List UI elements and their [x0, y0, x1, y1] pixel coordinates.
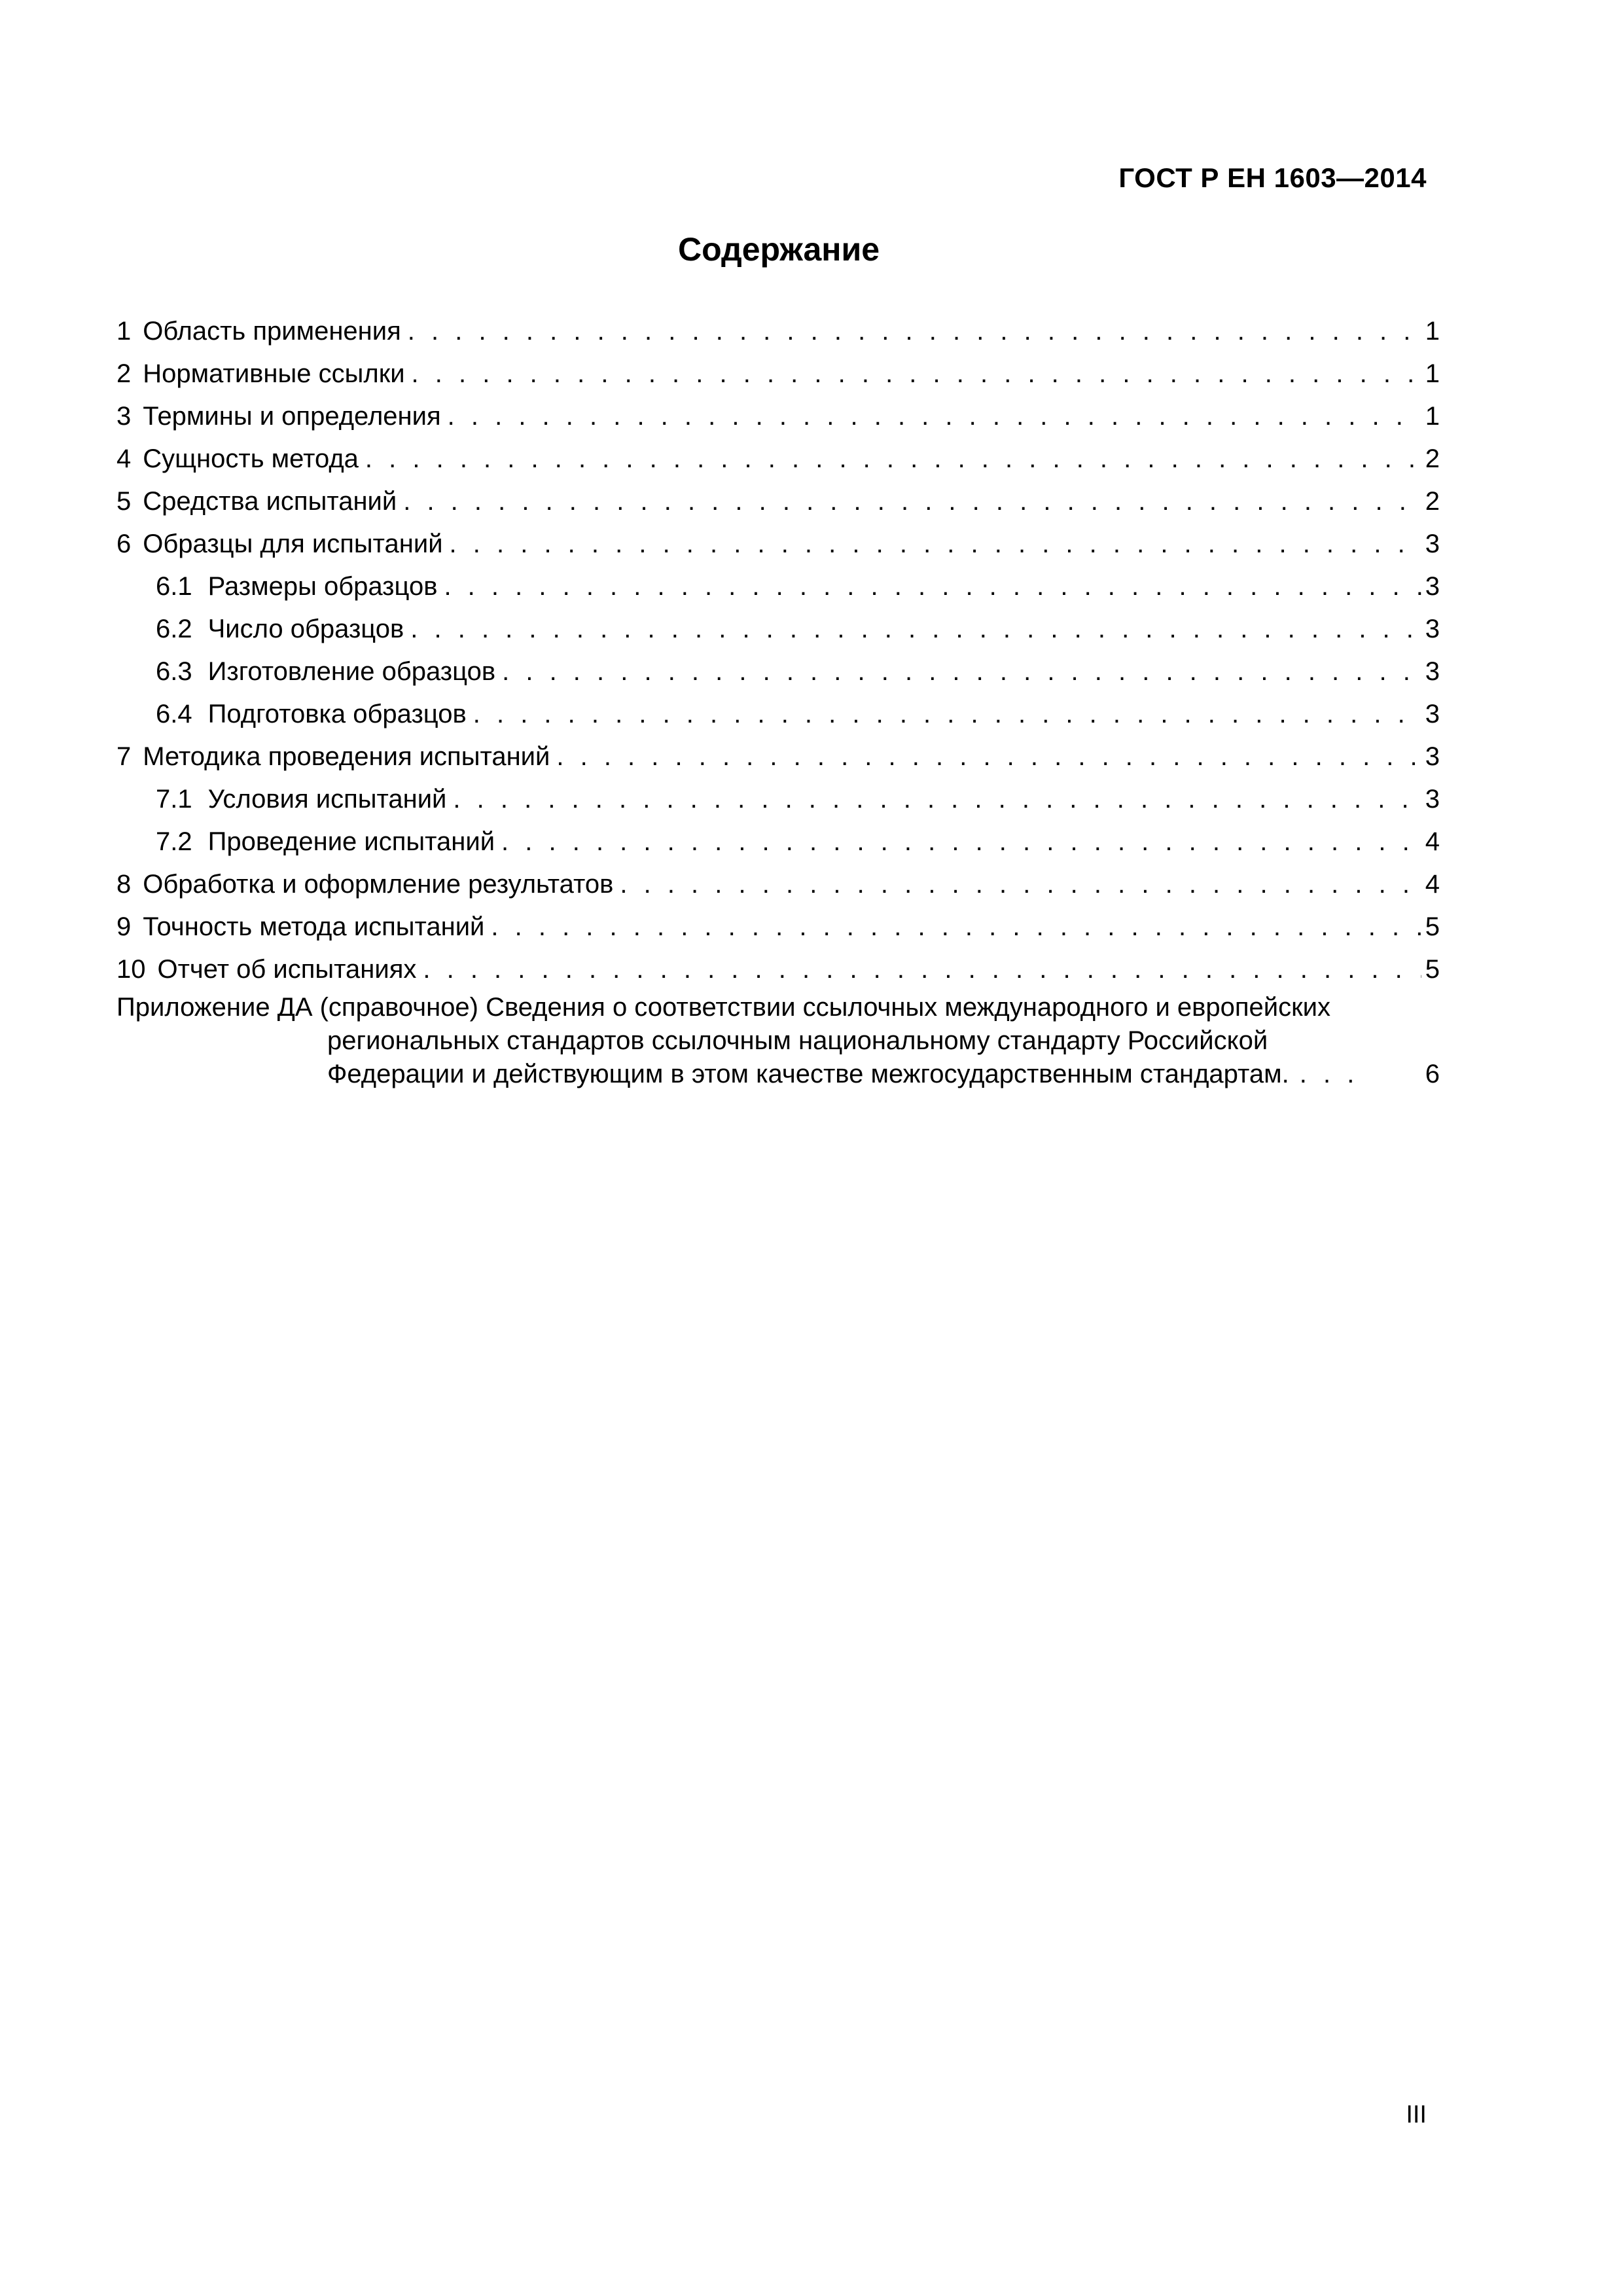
toc-entry-page: 3 [1425, 742, 1440, 771]
toc-entry[interactable] [116, 948, 1440, 991]
toc-entry-label: Проведение испытаний [207, 827, 495, 856]
toc-entry-label: Отчет об испытаниях [157, 955, 417, 984]
toc-entry-label: Область применения [143, 317, 401, 346]
toc-entry-page: 1 [1425, 359, 1440, 388]
toc-leader-dots [502, 651, 1421, 693]
toc-entry-page: 3 [1425, 700, 1440, 728]
toc-entry-label: Нормативные ссылки [143, 359, 405, 388]
toc-leader-dots [423, 948, 1421, 991]
toc-entry-label: Сущность метода [143, 444, 359, 473]
toc-entry-page: 3 [1425, 615, 1440, 643]
toc-entry-number: 4 [116, 444, 132, 473]
toc-entry-number: 6.2 [156, 615, 192, 643]
toc-entry-number: 7.1 [156, 785, 192, 814]
toc-entry-label: Подготовка образцов [207, 700, 467, 728]
toc-entry-number: 10 [116, 955, 146, 984]
toc-entry-page: 5 [1425, 912, 1440, 941]
toc-entry-label: Изготовление образцов [207, 657, 496, 686]
toc-leader-dots [450, 523, 1421, 565]
toc-leader-dots [556, 736, 1421, 778]
toc-entry-page: 3 [1425, 572, 1440, 601]
toc-entry-number: 6.4 [156, 700, 192, 728]
toc-entry-number: 9 [116, 912, 132, 941]
toc-entry-page: 3 [1425, 785, 1440, 814]
toc-entry-page: 4 [1425, 827, 1440, 856]
toc-leader-dots [365, 438, 1421, 480]
toc-entry-page: 5 [1425, 955, 1440, 984]
toc-entry[interactable] [116, 863, 1440, 906]
toc-entry-number: 8 [116, 870, 132, 899]
toc-leader-dots [444, 565, 1421, 608]
appendix-title-line-3-row [116, 1058, 1440, 1091]
toc-entry-label: Термины и определения [143, 402, 441, 431]
toc-entry-label: Образцы для испытаний [143, 529, 443, 558]
toc-entry[interactable] [116, 310, 1440, 353]
toc-entry-number: 3 [116, 402, 132, 431]
toc-entry-label: Точность метода испытаний [143, 912, 485, 941]
toc-leader-dots [453, 778, 1421, 821]
table-of-contents [116, 310, 1440, 1091]
page-number: III [1406, 2101, 1427, 2128]
document-code: ГОСТ Р ЕН 1603—2014 [1118, 162, 1427, 193]
toc-leader-dots [448, 395, 1421, 438]
appendix-title-line-3: Федерации и действующим в этом качестве межгосударственным стандартам. [327, 1060, 1289, 1088]
toc-entry-number: 1 [116, 317, 132, 346]
appendix-title-line-1: Приложение ДА (справочное) Сведения о соответствии ссылочных международного и европейских [116, 993, 1330, 1022]
toc-leader-dots [491, 906, 1421, 948]
toc-entry-page: 3 [1425, 529, 1440, 558]
toc-entries [116, 310, 1440, 991]
toc-entry-label: Условия испытаний [207, 785, 447, 814]
toc-leader-dots [501, 821, 1421, 863]
toc-entry-page: 2 [1425, 444, 1440, 473]
toc-entry-number: 6.1 [156, 572, 192, 601]
appendix-title-line-2: региональных стандартов ссылочным национальному стандарту Российской [327, 1026, 1268, 1055]
toc-leader-dots [410, 608, 1421, 651]
toc-entry-label: Обработка и оформление результатов [143, 870, 614, 899]
toc-entry[interactable] [116, 438, 1440, 480]
page-title: Содержание [677, 231, 880, 268]
toc-leader-dots [620, 863, 1421, 906]
toc-entry[interactable] [116, 736, 1440, 778]
toc-entry-number: 7.2 [156, 827, 192, 856]
toc-appendix-entry[interactable] [116, 991, 1440, 1091]
toc-entry-number: 7 [116, 742, 132, 771]
toc-entry-label: Размеры образцов [207, 572, 438, 601]
toc-entry[interactable] [116, 353, 1440, 395]
toc-entry-number: 6.3 [156, 657, 192, 686]
toc-entry[interactable] [116, 608, 1440, 651]
toc-entry-page: 2 [1425, 487, 1440, 516]
toc-entry[interactable] [116, 651, 1440, 693]
toc-entry-page: 1 [1425, 402, 1440, 431]
appendix-page-number: 6 [1425, 1060, 1440, 1088]
toc-entry-label: Средства испытаний [143, 487, 397, 516]
toc-entry[interactable] [116, 778, 1440, 821]
toc-entry-label: Методика проведения испытаний [143, 742, 550, 771]
toc-entry[interactable] [116, 565, 1440, 608]
toc-entry[interactable] [116, 693, 1440, 736]
toc-leader-dots [412, 353, 1421, 395]
toc-entry[interactable] [116, 523, 1440, 565]
toc-leader-dots [403, 480, 1421, 523]
toc-entry-number: 2 [116, 359, 132, 388]
toc-entry[interactable] [116, 480, 1440, 523]
toc-entry[interactable] [116, 395, 1440, 438]
toc-entry-page: 3 [1425, 657, 1440, 686]
toc-leader-dots [408, 310, 1421, 353]
toc-entry-page: 4 [1425, 870, 1440, 899]
toc-entry-number: 6 [116, 529, 132, 558]
toc-entry[interactable] [116, 906, 1440, 948]
toc-entry[interactable] [116, 821, 1440, 863]
toc-entry-label: Число образцов [207, 615, 404, 643]
toc-leader-dots [473, 693, 1421, 736]
appendix-leader-dots: . . . [1299, 1060, 1355, 1088]
toc-entry-page: 1 [1425, 317, 1440, 346]
toc-entry-number: 5 [116, 487, 132, 516]
